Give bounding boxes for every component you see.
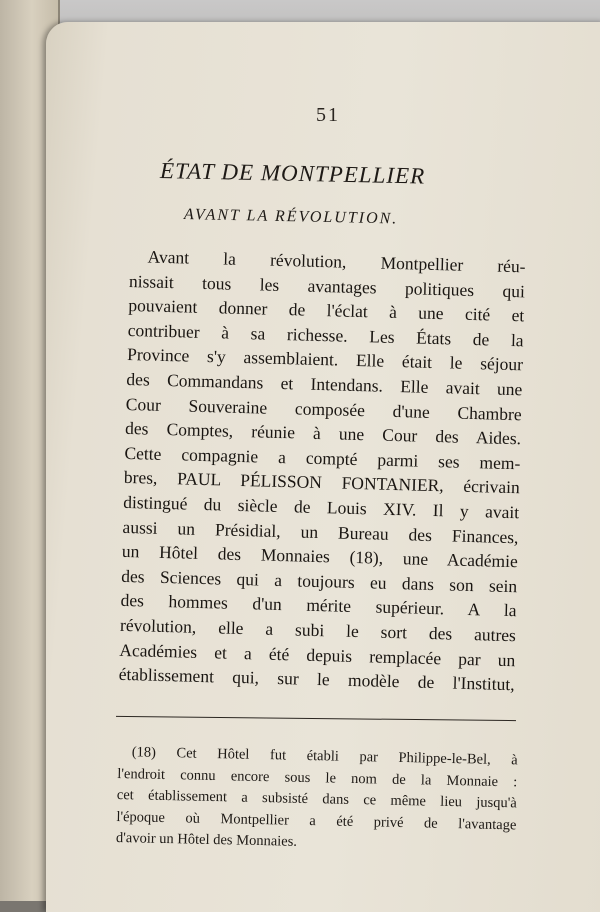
footnote (116, 742, 518, 858)
body-line: des Commandans et Intendans. Elle avait une (126, 368, 523, 400)
body-line: nissait tous les avantages politiques qui (128, 270, 526, 301)
body-line: des hommes d'un mérite supérieur. A la (120, 590, 517, 621)
footnote-line: l'époque où Montpellier a été privé de l'avantage (116, 808, 517, 834)
body-line: Académies et a été depuis remplacée par un (119, 639, 516, 670)
footnote-line: l'endroit connu encore sous le nom de la Monnaie : (117, 765, 518, 790)
body-line: distingué du siècle de Louis XIV. Il y avait (122, 491, 520, 523)
page-subtitle: AVANT LA RÉVOLUTION. (183, 206, 399, 228)
page-number: 51 (316, 104, 340, 126)
body-line: bres, PAUL PÉLISSON FONTANIER, écrivain (123, 467, 521, 498)
body-line: Cour Souveraine composée d'une Chambre (125, 393, 522, 424)
body-line: aussi un Présidial, un Bureau des Finances, (122, 516, 519, 547)
footnote-line: cet établissement a subsisté dans ce même lieu jusqu'à (116, 787, 517, 812)
body-line: contribuer à sa richesse. Les États de la (127, 319, 524, 351)
body-line: Cette compagnie a compté parmi ses mem- (124, 442, 521, 474)
footnote-line: (18) Cet Hôtel fut établi par Philippe-le-Bel, à (131, 744, 518, 769)
body-line: Avant la révolution, Montpellier réu- (147, 246, 526, 277)
body-line: pouvaient donner de l'éclat à une cité et (128, 295, 525, 326)
footnote-line: d'avoir un Hôtel des Monnaies. (115, 830, 298, 851)
page-title: ÉTAT DE MONTPELLIER (159, 158, 426, 189)
body-line: révolution, elle a subi le sort des autres (119, 614, 517, 646)
body-paragraph (118, 244, 525, 697)
body-line: un Hôtel des Monnaies (18), une Académie (121, 541, 519, 572)
body-line: établissement qui, sur le modèle de l'Institut, (118, 663, 515, 695)
body-line: des Sciences qui a toujours eu dans son sein (121, 565, 518, 596)
body-line: des Comptes, réunie à une Cour des Aides. (124, 418, 522, 449)
body-line: Province s'y assemblaient. Elle était le séjour (126, 344, 524, 375)
